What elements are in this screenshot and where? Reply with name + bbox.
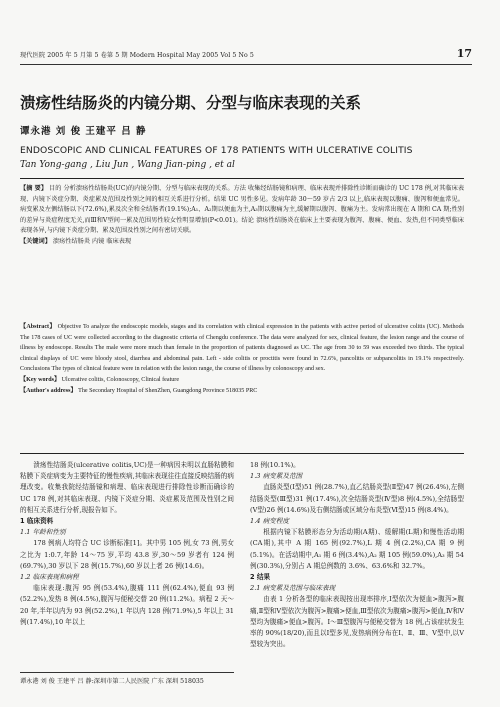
body-left-column bbox=[20, 460, 234, 628]
keywords-text: 溃疡性结肠炎 内镜 临床表现 bbox=[52, 237, 132, 245]
keywords-label: 【关键词】 bbox=[20, 237, 51, 245]
subsection-heading: 1.1 年龄和性别 bbox=[20, 528, 66, 537]
section-heading: 1 临床资料 bbox=[20, 517, 54, 526]
intro-paragraph: 溃疡性结肠炎(ulcerative colitis,UC)是一种病因未明以直肠粘膜和粘膜下炎症病变为主要特征的慢性疾病,其临床表现往往直接反映结肠的病理改变。收集我院经结肠镜和病理、临床表现进行排除性诊断而确诊的 UC 178 例,对其临床表现、内镜下炎症分期、炎症累及范围及性别之间的相互关系进行分析,现报告如下。 bbox=[20, 461, 234, 514]
subsection-heading: 1.2 临床表现和病程 bbox=[20, 573, 79, 582]
english-title: ENDOSCOPIC AND CLINICAL FEATURES OF 178 PATIENTS WITH ULCERATIVE COLITIS bbox=[20, 145, 413, 156]
english-authors: Tan Yong-gang , Liu Jun , Wang Jian-ping , et al bbox=[20, 160, 235, 170]
english-abstract bbox=[20, 322, 464, 396]
author-address-text: The Secondary Hospital of ShenZhen, Guangdong Province 518035 PRC bbox=[78, 387, 258, 394]
author-footnote: 谭永港 刘 俊 王建平 吕 静:深圳市第二人民医院 广东 深圳 518035 bbox=[20, 672, 234, 687]
running-head: 现代医院 2005 年 5 月第 5 卷第 5 期 Modern Hospital May 2005 Vol 5 No 5 bbox=[20, 52, 254, 59]
abstract-label: 【摘 要】 bbox=[20, 185, 48, 192]
paragraph: 根据内镜下粘膜形态分为活动期(A期)、缓解期(L期)和慢性活动期(CA期),其中 A 期 165 例(92.7%),L 期 4 例(2.2%),CA 期 9 例(5.1%)。在活动期中,A₁ 期 6 例(3.4%),A₂ 期 105 例(59.0%),A₃ 期 54 例(30.3%),分别占 A 期总例数的 3.6%、63.6%和 32.7%。 bbox=[250, 528, 464, 570]
en-keywords-label: 【Key words】 bbox=[20, 376, 61, 383]
chinese-abstract bbox=[20, 184, 464, 247]
en-keywords-text: Ulcerative colitis, Colonoscopy, Clinical feature bbox=[61, 376, 180, 383]
subsection-heading: 2.1 病变累及范围与临床表现 bbox=[250, 584, 336, 593]
paragraph: 由表 1 分析各型的临床表现按出现率排序,Ⅰ型依次为便血>腹泻>腹痛,Ⅱ型和Ⅴ型依次为腹泻>腹痛>便血,Ⅲ型依次为腹痛>腹泻>便血,Ⅳ和Ⅴ型均为腹痛>便血>腹泻。Ⅰ～Ⅲ型腹泻与便秘交替为 18 例,占该症状发生率的 90%(18/20),而且以Ⅰ型多见,发热病例分布在Ⅰ、Ⅱ、Ⅲ、Ⅴ型中,以Ⅴ型较为突出。 bbox=[250, 595, 464, 649]
paragraph: 临床表现:腹泻 95 例(53.4%),腹痛 111 例(62.4%),便血 93 例(52.2%),发热 8 例(4.5%),腹泻与便秘交替 20 例(11.2%)。病程 2 天～20 年,半年以内为 93 例(52.2%),1 年以内 128 例(71.9%),5 年以上 31 例(17.4%),10 年以上 bbox=[20, 584, 234, 626]
chinese-authors: 谭永港 刘 俊 王建平 吕 静 bbox=[20, 126, 147, 137]
en-abstract-text: Objective To analyze the endoscopic models, stages and its correlation with clinical expression in the patients with active period of ulcerative colitis (UC). Methods The 178 cases of UC were collected according to the diagnostic criteria of Chengdu conference. The data were analyzed for sex, clinical feature, the lesion range and the course of illness by endoscope. Results The male were more much than female in the proportion of patients diagnosed as UC. The age from 30 to 59 was exceeded two thirds. The typical clinical displays of UC were bloody stool, diarrhea and abdominal pain. Left - side colitis or proctitis were found in 72.6%, pancolitis or subpancolitis in 19.1% respectively. Conclusions The types of clinical feature were in relation with the lesion range, the course of illness by colonoscopy and sex. bbox=[20, 324, 464, 373]
section-heading: 2 结果 bbox=[250, 573, 271, 582]
body-right-column bbox=[250, 460, 464, 650]
en-abstract-label: 【Abstract】 bbox=[20, 324, 56, 330]
abstract-text: 目的 分析溃疡性结肠炎(UC)的内镜分期、分型与临床表现的关系。方法 收集经结肠镜和病理、临床表现并排除性诊断而确诊的 UC 178 例,对其临床表现、内镜下炎症分期、炎症累及范围及性别之间的相互关系进行分析。结果 UC 男性多见。发病年龄 30～59 岁占 2/3 以上,临床表现以腹痛、腹泻和便血常见。病变累及左侧结肠以下(72.6%),累及次全和全结肠者(19.1%);A₁、A₂期以便血为主,A₃期以腹痛为主,缓解期以腹泻、腹痛为主。发病常出现在 A 期和 CA 期;性别的差异与炎症程度无关,而Ⅲ和Ⅴ型间一累及范围男性较女性明显增加(P<0.01)。结论 溃疡性结肠炎在临床上主要表现为腹泻、腹痛、便血、发热,但不同类型临床表现各异,与内镜下炎症分期、累及范围及性别之间有密切关联。 bbox=[20, 185, 465, 234]
abstract-box bbox=[20, 178, 464, 454]
paragraph: 178 例病人均符合 UC 诊断标准[1]。其中男 105 例,女 73 例,男女之比为 1:0.7,年龄 14～75 岁,平均 43.8 岁,30～59 岁者有 124 例(69.7%),30 岁以下 28 例(15.7%),60 岁以上者 26 例(14.6)。 bbox=[20, 539, 234, 570]
subsection-heading: 1.4 病变程度 bbox=[250, 517, 289, 526]
paragraph: 直肠炎型(Ⅰ型)51 例(28.7%),直乙结肠炎型(Ⅱ型)47 例(26.4%),左侧结肠炎型(Ⅲ型)31 例(17.4%),次全结肠炎型(Ⅳ型)8 例(4.5%),全结肠型(Ⅴ型)26 例(14.6%)及右侧结肠或区域分布炎型(Ⅵ型)15 例(8.4%)。 bbox=[250, 483, 464, 514]
chinese-title: 溃疡性结肠炎的内镜分期、分型与临床表现的关系 bbox=[20, 94, 362, 112]
header-rule bbox=[20, 64, 472, 65]
paragraph: 18 例(10.1%)。 bbox=[250, 461, 300, 469]
page-number: 17 bbox=[456, 47, 472, 60]
subsection-heading: 1.3 病变累及范围 bbox=[250, 472, 303, 481]
author-address-label: 【Author's address】 bbox=[20, 387, 77, 394]
